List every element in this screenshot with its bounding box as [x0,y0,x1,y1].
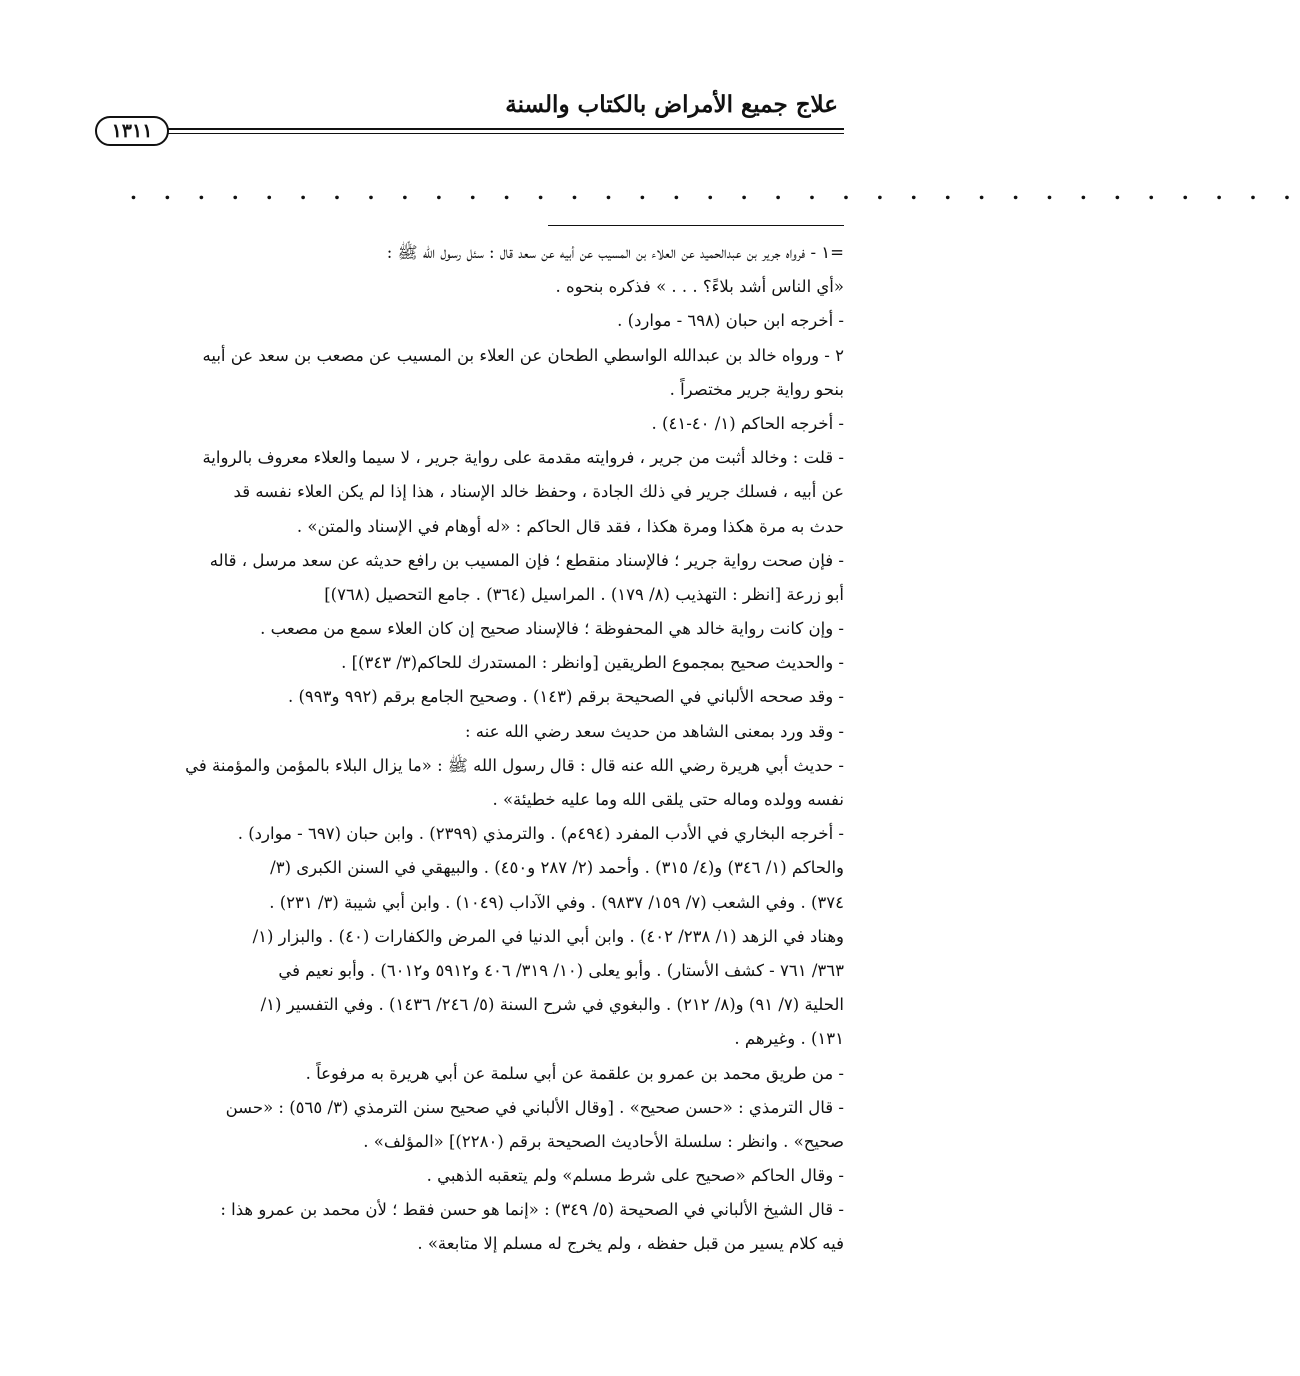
footnote-line: - أخرجه البخاري في الأدب المفرد (٤٩٤م) . والترمذي (٢٣٩٩) . وابن حبان (٦٩٧ - موارد) . [237,824,844,844]
footnote-line: - قال الترمذي : «حسن صحيح» . [وقال الألباني في صحيح سنن الترمذي (٣/ ٥٦٥) : «حسن [225,1097,844,1117]
footnote-line: - حديث أبي هريرة رضي الله عنه قال : قال رسول الله ﷺ : «ما يزال البلاء بالمؤمن والمؤمنة في [185,755,844,775]
footnote-line: - وقد ورد بمعنى الشاهد من حديث سعد رضي الله عنه : [465,721,844,741]
footnote-line: ٢ - ورواه خالد بن عبدالله الواسطي الطحان عن العلاء بن المسيب عن مصعب بن سعد عن أبيه [202,345,844,365]
footnote-line: ١٣١) . وغيرهم . [734,1029,844,1049]
footnote-line: - والحديث صحيح بمجموع الطريقين [وانظر : المستدرك للحاكم(٣/ ٣٤٣)] . [341,653,844,673]
header-rule-top [168,128,844,130]
footnote-line: - أخرجه ابن حبان (٦٩٨ - موارد) . [617,311,844,331]
footnote-line: حدث به مرة هكذا ومرة هكذا ، فقد قال الحاكم : «له أوهام في الإسناد والمتن» . [296,516,844,536]
footnote-line: «أي الناس أشد بلاءً؟ . . . » فذكره بنحوه . [555,277,844,297]
footnote-line: - وإن كانت رواية خالد هي المحفوظة ؛ فالإسناد صحيح إن كان العلاء سمع من مصعب . [260,619,844,639]
footnote-line: - فإن صحت رواية جرير ؛ فالإسناد منقطع ؛ فإن المسيب بن رافع حديثه عن سعد مرسل ، قاله [209,550,844,570]
footnote-line: - من طريق محمد بن عمرو بن علقمة عن أبي سلمة عن أبي هريرة به مرفوعاً . [305,1063,844,1083]
footnote-line: ٣٧٤) . وفي الشعب (٧/ ١٥٩/ ٩٨٣٧) . وفي الآداب (١٠٤٩) . وابن أبي شيبة (٣/ ٢٣١) . [269,892,844,912]
footnote-line: عن أبيه ، فسلك جرير في ذلك الجادة ، وحفظ خالد الإسناد ، هذا إذا لم يكن العلاء نفسه قد [233,482,844,502]
footnote-line: صحيح» . وانظر : سلسلة الأحاديث الصحيحة برقم (٢٢٨٠)] «المؤلف» . [363,1131,844,1151]
page-number: ١٣١١ [95,116,169,146]
footnote-line: =١ - فرواه جرير بن عبدالحميد عن العلاء بن المسيب عن أبيه عن سعد قال : سئل رسول الله ﷺ : [386,243,844,262]
footnote-line: ٣٦٣/ ٧٦١ - كشف الأستار) . وأبو يعلى (١٠/ ٣١٩/ ٤٠٦ و٥٩١٢ و٦٠١٢) . وأبو نعيم في [278,960,844,980]
footnote-line: - وقد صححه الألباني في الصحيحة برقم (١٤٣) . وصحيح الجامع برقم (٩٩٢ و٩٩٣) . [287,687,844,707]
footnote-line: بنحو رواية جرير مختصراً . [669,379,844,399]
footnotes-block [96,236,844,1262]
footnote-line: - قال الشيخ الألباني في الصحيحة (٥/ ٣٤٩) : «إنما هو حسن فقط ؛ لأن محمد بن عمرو هذا : [220,1200,844,1220]
footnote-line: - وقال الحاكم «صحيح على شرط مسلم» ولم يتعقبه الذهبي . [426,1166,844,1186]
footnote-line: فيه كلام يسير من قبل حفظه ، ولم يخرج له مسلم إلا متابعة» . [417,1234,844,1254]
footnote-line: وهناد في الزهد (١/ ٢٣٨/ ٤٠٢) . وابن أبي الدنيا في المرض والكفارات (٤٠) . والبزار (١/ [252,926,844,946]
footnote-line: الحلية (٧/ ٩١) و(٨/ ٢١٢) . والبغوي في شرح السنة (٥/ ٢٤٦/ ١٤٣٦) . وفي التفسير (١/ [260,995,844,1015]
footnote-line: والحاكم (١/ ٣٤٦) و(٤/ ٣١٥) . وأحمد (٢/ ٢٨٧ و٤٥٠) . والبيهقي في السنن الكبرى (٣/ [270,858,844,878]
separator-dots: . . . . . . . . . . . . . . . . . . . . . . . . . . . . . . . . . . . [130,180,1300,204]
header-rule-bottom [168,133,844,134]
footnote-line: - قلت : وخالد أثبت من جرير ، فروايته مقدمة على رواية جرير ، لا سيما والعلاء معروف بالرواية [202,448,844,468]
running-title: علاج جميع الأمراض بالكتاب والسنة [505,91,838,118]
footnote-line: - أخرجه الحاكم (١/ ٤٠-٤١) . [651,413,844,433]
footnote-line: أبو زرعة [انظر : التهذيب (٨/ ١٧٩) . المراسيل (٣٦٤) . جامع التحصيل (٧٦٨)] [324,584,844,604]
footnote-line: نفسه وولده وماله حتى يلقى الله وما عليه خطيئة» . [492,790,844,809]
footnote-rule [548,225,844,226]
